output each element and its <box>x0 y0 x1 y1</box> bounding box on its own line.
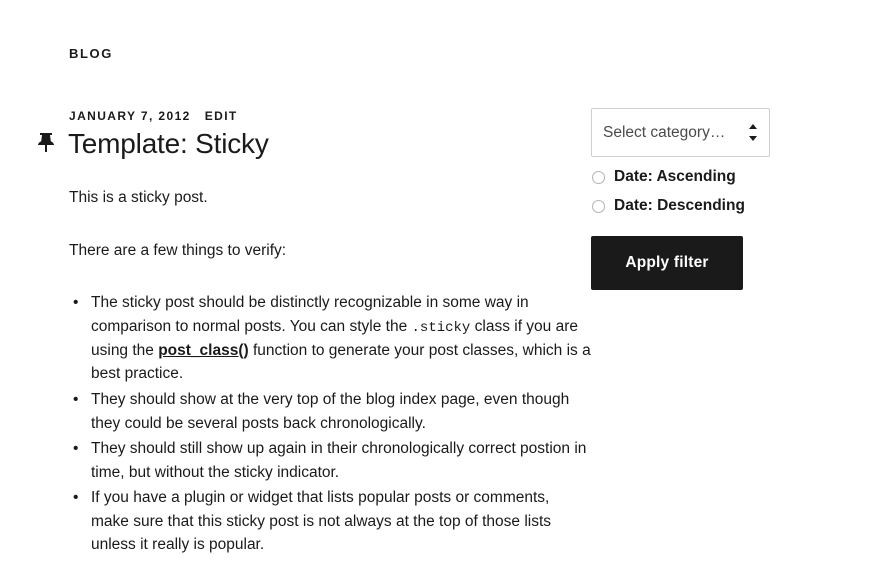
sort-option-descending[interactable] <box>591 197 851 215</box>
post-paragraph-2: There are a few things to verify: <box>69 241 287 259</box>
bullet-text-part3: function to generate your post classes, which is a best practice. <box>91 341 591 383</box>
post-date: JANUARY 7, 2012 <box>69 109 191 123</box>
sort-option-label: Date: Descending <box>614 197 745 214</box>
list-item: • They should show at the very top of the blog index page, even though they could be several posts back chronologically. <box>91 388 591 435</box>
radio-icon[interactable] <box>592 200 605 213</box>
post-filter-widget <box>591 108 851 290</box>
edit-post-link[interactable]: EDIT <box>204 109 238 123</box>
category-select-wrapper <box>591 108 770 157</box>
pin-icon <box>36 131 56 157</box>
apply-filter-button[interactable]: Apply filter <box>591 236 743 290</box>
list-item: • They should still show up again in their chronologically correct postion in time, but without the sticky indicator. <box>91 437 591 484</box>
category-select[interactable] <box>591 108 770 157</box>
post-body <box>69 186 591 559</box>
page-title: Template: Sticky <box>68 128 269 159</box>
sort-option-ascending[interactable] <box>591 168 851 186</box>
post-meta <box>69 109 238 123</box>
bullet-text-part2: class if you are using the <box>91 317 579 359</box>
list-item: • If you have a plugin or widget that lists popular posts or comments, make sure that this sticky post is not always at the top of those lists unless it really is popular. <box>91 486 591 557</box>
post-paragraph-1: This is a sticky post. <box>69 189 208 206</box>
post-class-link[interactable]: post_class() <box>158 341 249 359</box>
list-item <box>91 291 591 386</box>
radio-icon[interactable] <box>592 171 605 184</box>
post-bullet-list <box>69 291 591 557</box>
sort-option-label: Date: Ascending <box>614 168 736 185</box>
bullet-text-part1: The sticky post should be distinctly recognizable in some way in comparison to normal posts. You can style the <box>91 294 529 335</box>
sticky-class-code: .sticky <box>411 319 471 336</box>
blog-section-label: BLOG <box>69 46 113 61</box>
